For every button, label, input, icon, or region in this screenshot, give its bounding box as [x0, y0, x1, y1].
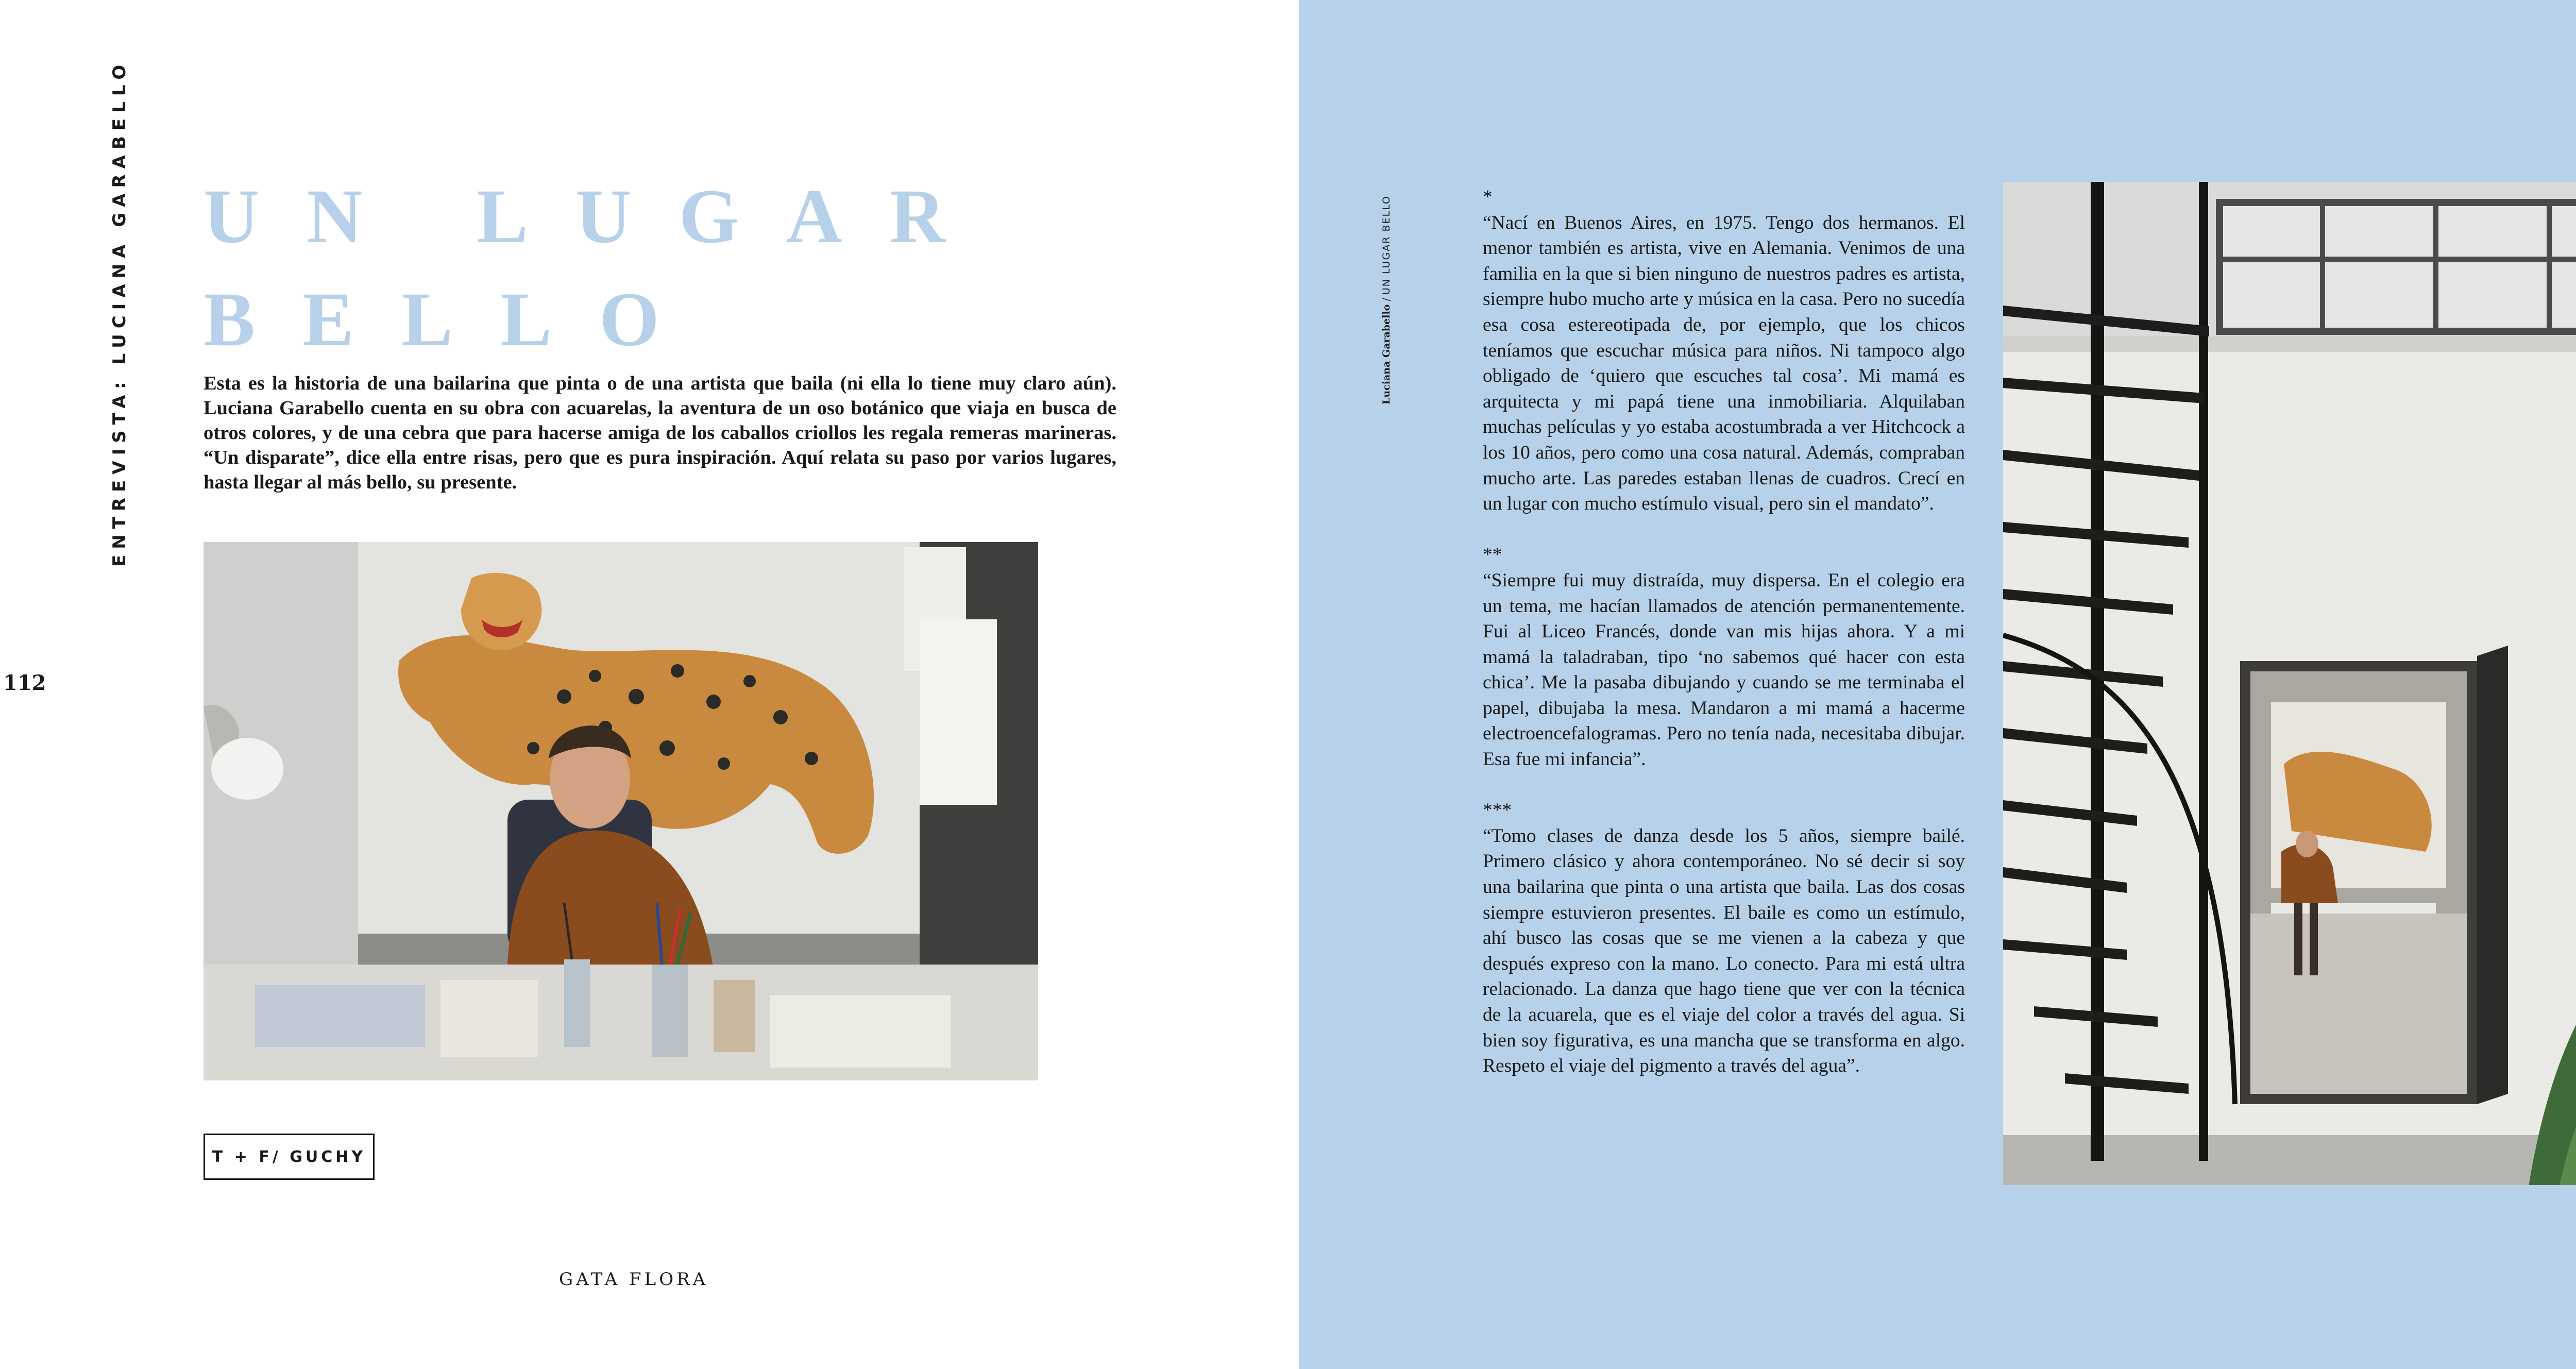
running-head-separator: / — [1381, 295, 1392, 305]
interview-side-label: ENTREVISTA: LUCIANA GARABELLO — [109, 59, 130, 567]
section-paragraph: “Siempre fui muy distraída, muy dispersa. En el colegio era un tema, me hacían llamados de atención permanentemente. Fui al Liceo Francés, donde van mis hijas ahora. Y a mi mamá la taladraban, tipo ‘no sabemos qué hacer con esta chica’. Me la pasaba dibujando y cuando se me terminaba el papel, dibujaba la mesa. Mandaron a mi mamá a hacerme electroencefalogramas. Pero no tenía nada, necesitaba dibujar. Esa fue mi infancia”. — [1483, 569, 1965, 770]
section-paragraph: “Tomo clases de danza desde los 5 años, siempre bailé. Primero clásico y ahora contemporáneo. No sé decir si soy una bailarina que pinta o una artista que baila. Las dos cosas siempre estuvieron presentes. El baile es como un estímulo, ahí busco las cosas que se me vienen a la cabeza y que después expreso con la mano. Lo conecto. Para mi está ultra relacionado. La danza que hago tiene que ver con la técnica de la acuarela, que es el viaje del color a través del agua. Si bien soy figurativa, es una mancha que se transforma en algo. Respeto el viaje del pigmento a través del agua”. — [1483, 825, 1965, 1077]
photo-credit: T + F/ GUCHY — [204, 1134, 375, 1180]
intro-paragraph: Esta es la historia de una bailarina que pinta o de una artista que baila (ni ella lo tiene muy claro aún). Luciana Garabello cuenta en su obra con acuarelas, la aventura de un oso botánico que viaja en busca de otros colores, y de una cebra que para hacerse amiga de los caballos criollos les regala remeras marineras. “Un disparate”, dice ella entre risas, pero que es pura inspiración. Aquí relata su paso por varios lugares, hasta llegar al más bello, su presente. — [204, 373, 1116, 493]
running-head-name: Luciana Garabello — [1381, 304, 1392, 404]
section-mark: *** — [1483, 800, 1512, 821]
running-head-title: UN LUGAR BELLO — [1381, 195, 1392, 295]
title-line-1: UN LUGAR — [204, 174, 993, 259]
running-head — [1381, 195, 1392, 404]
article-body — [1483, 184, 1965, 1079]
section-mark: * — [1483, 187, 1493, 208]
section-paragraph: “Nací en Buenos Aires, en 1975. Tengo dos hermanos. El menor también es artista, vive en Alemania. Venimos de una familia en la que si bien ninguno de nuestros padres es artista, siempre hubo mucho arte y música en la casa. Pero no sucedía esa cosa estereotipada de, por ejemplo, que los chicos teníamos que escuchar música para niños. Ni tampoco algo obligado de ‘quiero que escuches tal cosa’. Mi mamá es arquitecta y mi papá tiene una inmobiliaria. Alquilaban muchas películas y yo estaba acostumbrada a ver Hitchcock a los 10 años, pero como una cosa natural. Además, compraban mucho arte. Las paredes estaban llenas de cuadros. Crecí en un lugar con mucho estímulo visual, pero sin el mandato”. — [1483, 212, 1965, 515]
page-number: 112 — [3, 671, 46, 695]
article-title — [204, 165, 993, 371]
title-line-2: BELLO — [204, 277, 707, 362]
studio-exterior-photo — [2003, 182, 2576, 1185]
studio-portrait-photo — [204, 542, 1038, 1080]
section-mark: ** — [1483, 544, 1502, 566]
magazine-name: GATA FLORA — [559, 1269, 709, 1290]
